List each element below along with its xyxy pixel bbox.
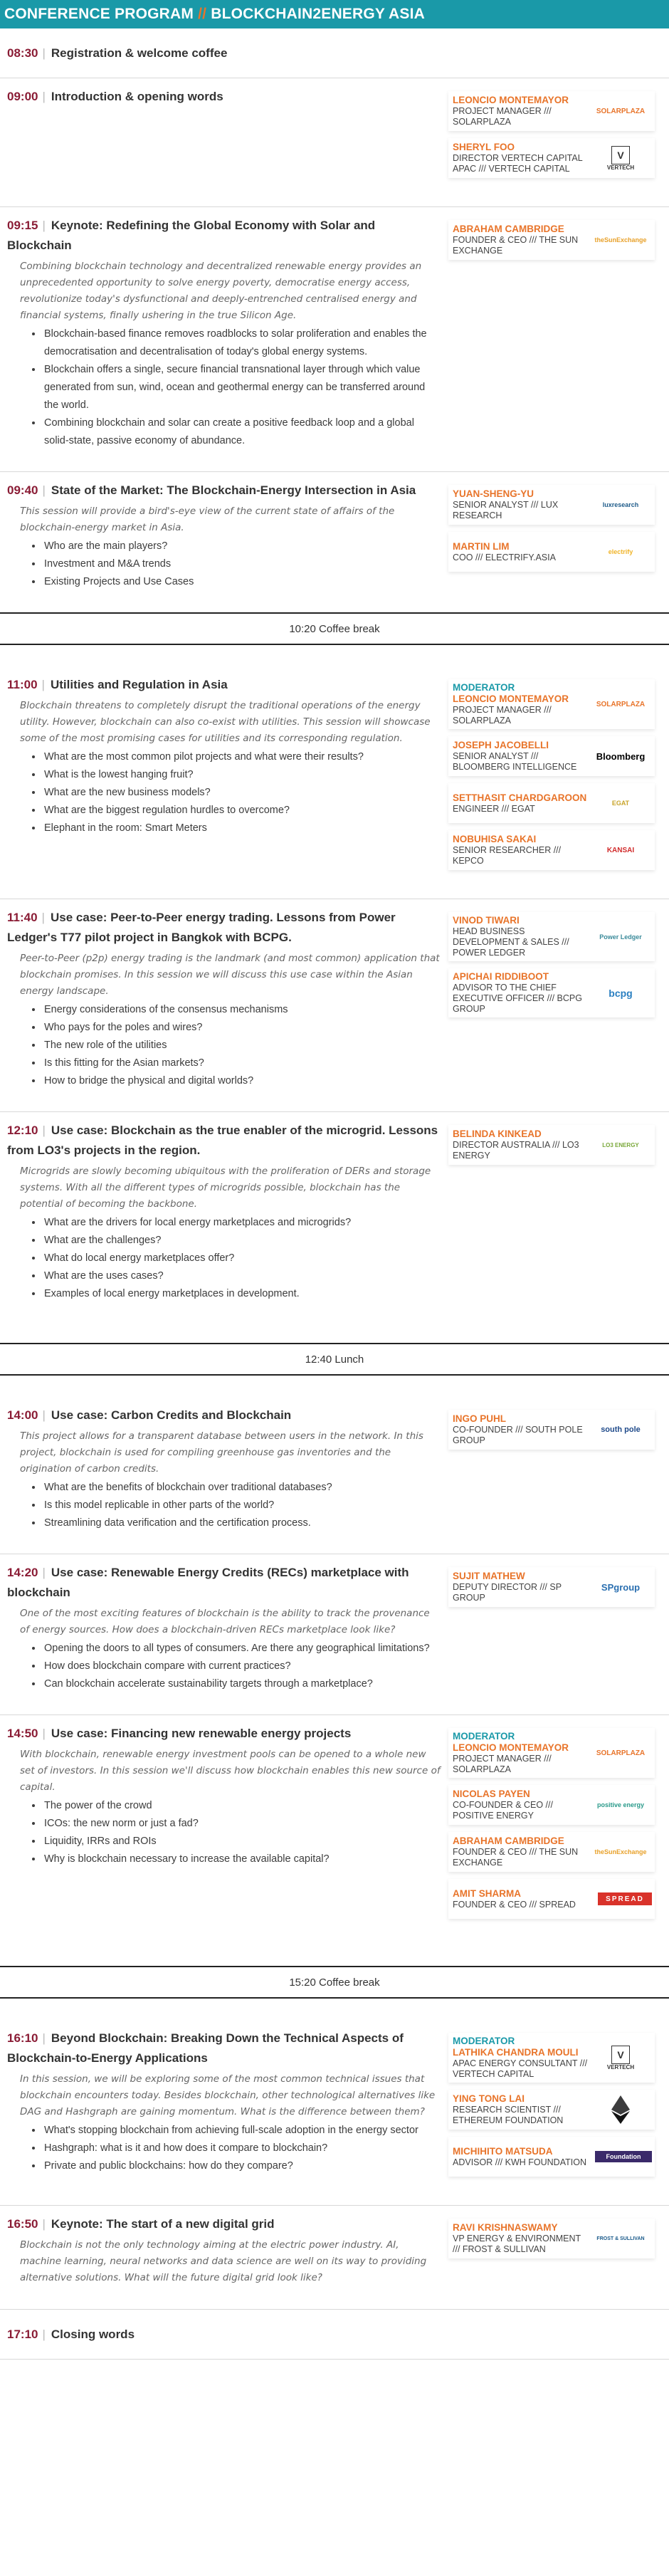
session-time: 17:10 — [7, 2327, 38, 2341]
speaker-card[interactable] — [448, 485, 655, 525]
speaker-list — [448, 2028, 655, 2184]
bullet-item: • The power of the crowd — [43, 1797, 441, 1815]
vertech-logo: V VERTECH — [589, 142, 652, 174]
speaker-name: LEONCIO MONTEMAYOR — [453, 693, 569, 704]
coffee-break-1020: 10:20 Coffee break — [0, 612, 669, 645]
session-time: 08:30 — [7, 46, 38, 60]
bullet-item: • How does blockchain compare with current practices? — [43, 1658, 441, 1675]
bullet-item: • Private and public blockchains: how do they compare? — [43, 2157, 441, 2175]
session-description: One of the most exciting features of blockchain is the ability to track the provenance of energy sources. How does a blockchain-driven RECs marketplace look like? — [20, 1608, 430, 1635]
session-0940 — [0, 472, 669, 613]
session-time: 09:15 — [7, 219, 38, 232]
coffee-break-1520: 15:20 Coffee break — [0, 1966, 669, 1999]
bloomberg-logo: Bloomberg — [596, 750, 646, 762]
bullet-item: • Hashgraph: what is it and how does it compare to blockchain? — [43, 2140, 441, 2157]
speaker-role: HEAD BUSINESS DEVELOPMENT & SALES /// POWER LEDGER — [453, 926, 569, 958]
session-heading: 16:10 | Beyond Blockchain: Breaking Down the Technical Aspects of Blockchain-to-Energy Applications — [7, 2031, 404, 2065]
moderator-label: MODERATOR — [453, 682, 515, 693]
speaker-role: SENIOR ANALYST /// LUX RESEARCH — [453, 500, 559, 520]
speaker-card[interactable] — [448, 2033, 655, 2083]
bullet-item: • What are the uses cases? — [43, 1267, 441, 1285]
bullet-item: • Examples of local energy marketplaces in development. — [43, 1285, 441, 1303]
ethereum-icon — [589, 2093, 652, 2126]
speaker-name: ABRAHAM CAMBRIDGE — [453, 1836, 564, 1846]
lux-research-logo: luxresearch — [602, 501, 639, 508]
moderator-label: MODERATOR — [453, 1731, 515, 1742]
session-0830 — [0, 28, 669, 78]
bullet-item: • What is the lowest hanging fruit? — [43, 766, 441, 784]
bullet-item: • Investment and M&A trends — [43, 555, 441, 573]
speaker-role: ADVISOR /// KWH FOUNDATION — [453, 2157, 586, 2167]
session-heading: 09:00 | Introduction & opening words — [7, 90, 223, 103]
speaker-role: FOUNDER & CEO /// SPREAD — [453, 1899, 576, 1910]
session-bullets — [43, 1797, 441, 1868]
speaker-list — [448, 1724, 655, 1926]
bullet-item: • Blockchain offers a single, secure financial transnational layer through which value generated from sun, wind, ocean and geothermal energy can be transferred around the world. — [43, 361, 441, 414]
session-title: Introduction & opening words — [51, 90, 223, 103]
bullet-item: • Streamlining data verification and the certification process. — [43, 1514, 441, 1532]
speaker-role: PROJECT MANAGER /// SOLARPLAZA — [453, 106, 552, 127]
session-bullets — [43, 538, 441, 591]
speaker-name: LEONCIO MONTEMAYOR — [453, 1742, 569, 1753]
speaker-card[interactable] — [448, 1410, 655, 1450]
bullet-item: • Can blockchain accelerate sustainability targets through a marketplace? — [43, 1675, 441, 1693]
session-bullets — [43, 325, 441, 450]
speaker-card[interactable] — [448, 532, 655, 572]
sun-exchange-logo: theSunExchange — [594, 1848, 647, 1855]
session-1140 — [0, 899, 669, 1112]
session-0915 — [0, 207, 669, 472]
banner-separator: // — [198, 6, 207, 22]
speaker-list — [448, 675, 655, 877]
session-description: Blockchain is not the only technology aiming at the electric power industry. AI, machine learning, neural networks and data science are well on its way to providing alternative solutions. What will the future digital grid look like? — [20, 2239, 427, 2283]
session-heading: 08:30 | Registration & welcome coffee — [7, 46, 228, 60]
session-title: Use case: Financing new renewable energy projects — [51, 1727, 352, 1740]
speaker-card[interactable] — [448, 91, 655, 131]
session-title: Use case: Peer-to-Peer energy trading. Lessons from Power Ledger's T77 pilot project in Bangkok with BCPG. — [7, 911, 396, 944]
session-time: 14:50 — [7, 1727, 38, 1740]
speaker-list — [448, 1563, 655, 1693]
speaker-list — [448, 908, 655, 1090]
speaker-name: NOBUHISA SAKAI — [453, 834, 537, 844]
speaker-name: NICOLAS PAYEN — [453, 1789, 530, 1799]
session-1710 — [0, 2310, 669, 2360]
positive-energy-logo: positive energy — [596, 1801, 645, 1808]
bullet-item: • Is this fitting for the Asian markets? — [43, 1054, 441, 1072]
speaker-name: YING TONG LAI — [453, 2093, 525, 2104]
speaker-card[interactable] — [448, 1785, 655, 1825]
speaker-card[interactable] — [448, 1728, 655, 1778]
bullet-item: • What are the benefits of blockchain over traditional databases? — [43, 1479, 441, 1497]
bullet-item: • Opening the doors to all types of consumers. Are there any geographical limitations? — [43, 1640, 441, 1658]
bullet-item: • ICOs: the new norm or just a fad? — [43, 1815, 441, 1833]
session-description: Blockchain threatens to completely disrupt the traditional operations of the energy utility. However, blockchain can also co-exist with utilities. This session will showcase some of the most promising cases for utilities and its corresponding regulation. — [20, 700, 431, 744]
speaker-name: AMIT SHARMA — [453, 1888, 521, 1899]
session-time: 16:50 — [7, 2217, 38, 2231]
session-time: 12:10 — [7, 1124, 38, 1137]
session-time: 16:10 — [7, 2031, 38, 2045]
session-heading: 11:40 | Use case: Peer-to-Peer energy trading. Lessons from Power Ledger's T77 pilot project in Bangkok with BCPG. — [7, 911, 396, 944]
bullet-item: • What are the most common pilot projects and what were their results? — [43, 748, 441, 766]
speaker-name: JOSEPH JACOBELLI — [453, 740, 549, 750]
south-pole-logo: south pole — [601, 1425, 641, 1434]
speaker-role: FOUNDER & CEO /// THE SUN EXCHANGE — [453, 1847, 579, 1868]
moderator-label: MODERATOR — [453, 2036, 515, 2046]
speaker-name: VINOD TIWARI — [453, 915, 520, 926]
lunch-break-1240: 12:40 Lunch — [0, 1343, 669, 1376]
speaker-list — [448, 1405, 655, 1532]
speaker-role: ADVISOR TO THE CHIEF EXECUTIVE OFFICER /// BCPG GROUP — [453, 983, 582, 1014]
bullet-item: • Who pays for the poles and wires? — [43, 1019, 441, 1037]
solarplaza-logo: SOLARPLAZA — [596, 700, 646, 708]
vertech-logo: V VERTECH — [589, 2041, 652, 2074]
speaker-card[interactable] — [448, 912, 655, 961]
session-description: Combining blockchain technology and decentralized renewable energy provides an unprecedented opportunity to solve energy poverty, democratise energy access, revolutionize today's dysfunctional and deeply-entrenched centralised energy and financial systems, finally ushering in the true Silicon Age. — [20, 261, 422, 321]
session-heading: 14:20 | Use case: Renewable Energy Credits (RECs) marketplace with blockchain — [7, 1566, 409, 1599]
session-bullets — [43, 748, 441, 837]
kwh-foundation-logo: Foundation — [595, 2151, 652, 2162]
speaker-card[interactable] — [448, 783, 655, 823]
banner-event: BLOCKCHAIN2ENERGY ASIA — [211, 6, 425, 22]
bullet-item: • The new role of the utilities — [43, 1037, 441, 1054]
session-description: This project allows for a transparent database between users in the network. In this project, blockchain is used for compiling greenhouse gas inventories and the origination of carbon credits. — [20, 1430, 423, 1475]
speaker-role: PROJECT MANAGER /// SOLARPLAZA — [453, 1754, 552, 1774]
session-1650 — [0, 2206, 669, 2310]
speaker-card[interactable] — [448, 2090, 655, 2130]
speaker-role: SENIOR RESEARCHER /// KEPCO — [453, 845, 562, 866]
speaker-name: MARTIN LIM — [453, 540, 510, 552]
bullet-item: • Energy considerations of the consensus mechanisms — [43, 1001, 441, 1019]
speaker-name: MICHIHITO MATSUDA — [453, 2145, 553, 2157]
speaker-role: FOUNDER & CEO /// THE SUN EXCHANGE — [453, 235, 579, 256]
session-heading: 09:15 | Keynote: Redefining the Global Economy with Solar and Blockchain — [7, 219, 376, 252]
bullet-item: • Combining blockchain and solar can create a positive feedback loop and a global solid-state, passive economy of abundance. — [43, 414, 441, 450]
session-description: With blockchain, renewable energy investment pools can be opened to a whole new set of investors. In this session we'll discuss how blockchain enables this new source of capital. — [20, 1749, 441, 1793]
speaker-card[interactable] — [448, 968, 655, 1017]
speaker-list — [448, 216, 655, 450]
speaker-role: RESEARCH SCIENTIST /// ETHEREUM FOUNDATION — [453, 2105, 564, 2125]
speaker-list — [448, 1121, 655, 1303]
speaker-role: DEPUTY DIRECTOR /// SP GROUP — [453, 1582, 562, 1603]
speaker-card[interactable] — [448, 1567, 655, 1607]
speaker-name: LEONCIO MONTEMAYOR — [453, 95, 569, 105]
speaker-card[interactable] — [448, 1125, 655, 1165]
speaker-name: ABRAHAM CAMBRIDGE — [453, 224, 564, 234]
bcpg-logo: bcpg — [609, 987, 633, 999]
speaker-list — [448, 481, 655, 591]
session-heading: 14:00 | Use case: Carbon Credits and Blockchain — [7, 1408, 292, 1422]
session-title: Keynote: Redefining the Global Economy with Solar and Blockchain — [7, 219, 376, 252]
egat-logo: EGAT — [611, 800, 630, 807]
speaker-card[interactable] — [448, 1832, 655, 1872]
solarplaza-logo: SOLARPLAZA — [596, 1749, 646, 1757]
speaker-role: ENGINEER /// EGAT — [453, 803, 535, 814]
session-0900 — [0, 78, 669, 207]
session-bullets — [43, 1001, 441, 1090]
session-heading: 16:50 | Keynote: The start of a new digital grid — [7, 2217, 275, 2231]
bullet-item: • What's stopping blockchain from achieving full-scale adoption in the energy sector — [43, 2122, 441, 2140]
speaker-name: INGO PUHL — [453, 1413, 507, 1424]
speaker-role: COO /// ELECTRIFY.ASIA — [453, 552, 556, 562]
bullet-item: • Who are the main players? — [43, 538, 441, 555]
session-description: Microgrids are slowly becoming ubiquitous with the proliferation of DERs and storage systems. With all the different types of microgrids possible, blockchain has the potential of becoming the backbone. — [20, 1166, 431, 1210]
speaker-card[interactable] — [448, 830, 655, 870]
speaker-list — [448, 87, 655, 185]
solarplaza-logo: SOLARPLAZA — [596, 107, 646, 115]
bullet-item: • What are the drivers for local energy marketplaces and microgrids? — [43, 1214, 441, 1232]
session-heading: 11:00 | Utilities and Regulation in Asia — [7, 678, 228, 691]
speaker-role: VP ENERGY & ENVIRONMENT /// FROST & SULLIVAN — [453, 2234, 581, 2254]
speaker-name: LATHIKA CHANDRA MOULI — [453, 2047, 579, 2058]
bullet-item: • What are the new business models? — [43, 784, 441, 802]
speaker-name: RAVI KRISHNASWAMY — [453, 2222, 558, 2233]
speaker-role: DIRECTOR VERTECH CAPITAL APAC /// VERTECH CAPITAL — [453, 153, 583, 174]
speaker-role: PROJECT MANAGER /// SOLARPLAZA — [453, 705, 552, 726]
bullet-item: • What are the challenges? — [43, 1232, 441, 1250]
lo3-energy-logo: LO3 ENERGY — [602, 1141, 639, 1148]
session-bullets — [43, 2122, 441, 2175]
session-bullets — [43, 1640, 441, 1693]
session-heading: 17:10 | Closing words — [7, 2327, 135, 2341]
power-ledger-logo: Power Ledger — [599, 933, 642, 941]
speaker-name: SHERYL FOO — [453, 142, 515, 152]
electrify-logo: electrify — [608, 548, 633, 555]
speaker-card[interactable] — [448, 679, 655, 729]
speaker-name: BELINDA KINKEAD — [453, 1129, 542, 1139]
session-title: Use case: Carbon Credits and Blockchain — [51, 1408, 292, 1422]
session-title: Registration & welcome coffee — [51, 46, 228, 60]
session-time: 09:40 — [7, 483, 38, 497]
speaker-card[interactable] — [448, 1879, 655, 1919]
session-title: Keynote: The start of a new digital grid — [51, 2217, 275, 2231]
bullet-item: • Liquidity, IRRs and ROIs — [43, 1833, 441, 1850]
session-heading: 14:50 | Use case: Financing new renewable energy projects — [7, 1727, 352, 1740]
session-1100 — [0, 666, 669, 899]
speaker-card[interactable] — [448, 2137, 655, 2177]
sun-exchange-logo: theSunExchange — [594, 236, 647, 244]
bullet-item: • Elephant in the room: Smart Meters — [43, 820, 441, 837]
bullet-item: • What are the biggest regulation hurdles to overcome? — [43, 802, 441, 820]
speaker-list — [448, 2214, 655, 2288]
banner-title: CONFERENCE PROGRAM — [4, 6, 194, 22]
session-description: Peer-to-Peer (p2p) energy trading is the landmark (and most common) application that blockchain promises. In this session we will discuss this use case within the Asian energy landscape. — [20, 953, 440, 997]
speaker-name: SUJIT MATHEW — [453, 1571, 525, 1581]
speaker-card[interactable] — [448, 220, 655, 260]
session-description: In this session, we will be exploring some of the most common technical issues that blockchain encounters today. Besides blockchain, other technological alternatives like DAG and Hashgraph are gaining momentum. What is the difference between them? — [20, 2073, 436, 2117]
session-time: 14:20 — [7, 1566, 38, 1579]
speaker-role: CO-FOUNDER /// SOUTH POLE GROUP — [453, 1425, 583, 1445]
bullet-item: • What do local energy marketplaces offer? — [43, 1250, 441, 1267]
session-1450 — [0, 1715, 669, 1947]
session-title: Beyond Blockchain: Breaking Down the Technical Aspects of Blockchain-to-Energy Applications — [7, 2031, 404, 2065]
session-time: 09:00 — [7, 90, 38, 103]
session-1420 — [0, 1554, 669, 1715]
session-description: This session will provide a bird's-eye view of the current state of affairs of the blockchain-energy market in Asia. — [20, 506, 395, 533]
session-title: State of the Market: The Blockchain-Energy Intersection in Asia — [51, 483, 416, 497]
speaker-card[interactable] — [448, 138, 655, 178]
speaker-role: APAC ENERGY CONSULTANT /// VERTECH CAPITAL — [453, 2058, 588, 2079]
session-title: Use case: Blockchain as the true enabler of the microgrid. Lessons from LO3's projects in the region. — [7, 1124, 438, 1157]
spread-logo: SPREAD — [598, 1892, 652, 1905]
session-time: 11:00 — [7, 678, 38, 691]
session-title: Use case: Renewable Energy Credits (RECs) marketplace with blockchain — [7, 1566, 409, 1599]
session-time: 11:40 — [7, 911, 38, 924]
speaker-role: SENIOR ANALYST /// BLOOMBERG INTELLIGENCE — [453, 751, 577, 772]
speaker-name: APICHAI RIDDIBOOT — [453, 971, 549, 982]
bullet-item: • Why is blockchain necessary to increase the available capital? — [43, 1850, 441, 1868]
bullet-item: • How to bridge the physical and digital worlds? — [43, 1072, 441, 1090]
session-1400 — [0, 1397, 669, 1554]
speaker-role: DIRECTOR AUSTRALIA /// LO3 ENERGY — [453, 1140, 579, 1161]
session-heading: 09:40 | State of the Market: The Blockchain-Energy Intersection in Asia — [7, 483, 416, 497]
bullet-item: • Existing Projects and Use Cases — [43, 573, 441, 591]
session-bullets — [43, 1479, 441, 1532]
speaker-card[interactable] — [448, 736, 655, 776]
speaker-role: CO-FOUNDER & CEO /// POSITIVE ENERGY — [453, 1800, 553, 1821]
session-title: Utilities and Regulation in Asia — [50, 678, 228, 691]
session-bullets — [43, 1214, 441, 1303]
sp-group-logo: SPgroup — [601, 1581, 641, 1593]
speaker-card[interactable] — [448, 2219, 655, 2258]
session-heading: 12:10 | Use case: Blockchain as the true enabler of the microgrid. Lessons from LO3's projects in the region. — [7, 1124, 438, 1157]
speaker-name: YUAN-SHENG-YU — [453, 488, 534, 499]
bullet-item: • Blockchain-based finance removes roadblocks to solar proliferation and enables the democratisation and decentralisation of today's global energy systems. — [43, 325, 441, 361]
kansai-logo: KANSAI — [606, 846, 635, 854]
session-1610 — [0, 2020, 669, 2206]
session-title: Closing words — [51, 2327, 135, 2341]
bullet-item: • Is this model replicable in other parts of the world? — [43, 1497, 441, 1514]
session-time: 14:00 — [7, 1408, 38, 1422]
session-1210 — [0, 1112, 669, 1324]
frost-sullivan-logo: FROST & SULLIVAN — [596, 2236, 645, 2241]
speaker-name: SETTHASIT CHARDGAROON — [453, 792, 587, 803]
program-banner — [0, 0, 669, 28]
